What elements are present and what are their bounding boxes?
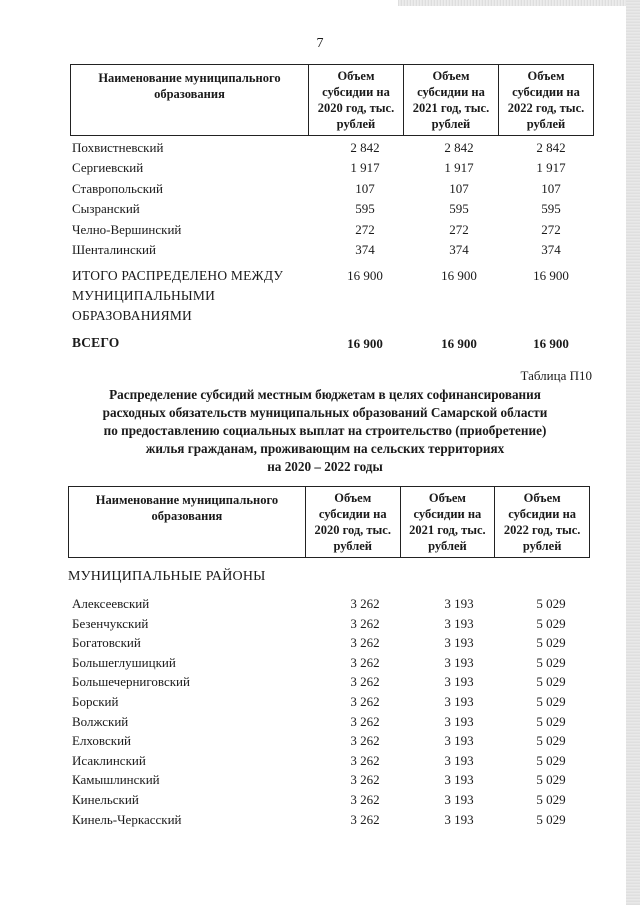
row-value-2020: 3 262 [350, 733, 380, 749]
row-name: Большеглушицкий [72, 654, 176, 670]
row-value-2022: 5 029 [536, 733, 566, 749]
total-2022: 16 900 [533, 336, 569, 351]
table1-header [70, 64, 594, 136]
total-label: ВСЕГО [72, 335, 120, 350]
scan-artifact-edge [626, 0, 640, 905]
row-value-2021: 272 [449, 221, 469, 237]
distributed-2020: 16 900 [347, 268, 383, 283]
row-value-2020: 3 262 [350, 811, 380, 827]
row-value-2022: 2 842 [536, 140, 566, 155]
caption-line: жилья гражданам, проживающим на сельских территориях [145, 441, 505, 456]
row-value-2022: 5 029 [536, 792, 566, 807]
row-value-2022: 5 029 [536, 674, 566, 690]
row-name: Елховский [72, 733, 131, 749]
row-value-2020: 3 262 [350, 615, 380, 631]
row-value-2020: 2 842 [350, 140, 380, 155]
row-name: Шенталинский [72, 242, 156, 257]
table-p10-label: Таблица П10 [520, 368, 592, 383]
row-value-2020: 1 917 [350, 160, 380, 176]
row-value-2021: 374 [449, 242, 469, 257]
row-name: Кинельский [72, 792, 139, 807]
row-name: Безенчукский [72, 615, 149, 631]
row-value-2021: 3 193 [444, 635, 474, 651]
section-label-districts: МУНИЦИПАЛЬНЫЕ РАЙОНЫ [68, 569, 266, 584]
row-name: Камышлинский [72, 772, 160, 788]
distributed-label: ИТОГО РАСПРЕДЕЛЕНО МЕЖДУ МУНИЦИПАЛЬНЫМИ ОБРАЗОВАНИЯМИ [72, 268, 284, 323]
row-value-2022: 5 029 [536, 635, 566, 651]
row-value-2020: 272 [355, 221, 375, 237]
row-value-2020: 374 [355, 242, 375, 257]
row-value-2020: 3 262 [350, 713, 380, 729]
row-name: Челно-Вершинский [72, 221, 182, 237]
row-value-2021: 3 193 [444, 713, 474, 729]
row-value-2021: 3 193 [444, 752, 474, 768]
caption-line: по предоставлению социальных выплат на строительство (приобретение) [103, 423, 547, 438]
row-value-2022: 5 029 [536, 654, 566, 670]
row-name: Похвистневский [72, 140, 164, 155]
row-value-2022: 595 [541, 201, 561, 217]
caption-line: Распределение субсидий местным бюджетам в целях софинансирования [109, 387, 541, 402]
row-value-2020: 3 262 [350, 772, 380, 788]
row-name: Богатовский [72, 635, 141, 651]
row-value-2022: 107 [541, 180, 561, 196]
total-2021: 16 900 [441, 336, 477, 351]
row-value-2021: 3 193 [444, 615, 474, 631]
row-value-2022: 5 029 [536, 615, 566, 631]
caption-line: на 2020 – 2022 годы [267, 459, 383, 474]
header-name-col: Наименование муниципального образования [69, 487, 306, 558]
row-name: Алексеевский [72, 596, 150, 611]
row-value-2020: 595 [355, 201, 375, 217]
total-2020: 16 900 [347, 336, 383, 351]
row-value-2020: 3 262 [350, 596, 380, 611]
table-p10-caption [62, 386, 588, 476]
row-value-2021: 3 193 [444, 694, 474, 709]
row-value-2022: 1 917 [536, 160, 566, 176]
row-value-2021: 2 842 [444, 140, 474, 155]
header-col-2022: Объем субсидии на 2022 год, тыс. рублей [495, 487, 590, 558]
row-value-2021: 595 [449, 201, 469, 217]
row-value-2021: 3 193 [444, 811, 474, 827]
row-value-2020: 3 262 [350, 635, 380, 651]
row-value-2021: 107 [449, 180, 469, 196]
row-value-2021: 3 193 [444, 733, 474, 749]
row-value-2021: 3 193 [444, 772, 474, 788]
header-col-2021: Объем субсидии на 2021 год, тыс. рублей [400, 487, 495, 558]
row-value-2022: 374 [541, 242, 561, 257]
row-value-2022: 5 029 [536, 694, 566, 709]
row-value-2020: 107 [355, 180, 375, 196]
row-value-2020: 3 262 [350, 694, 380, 709]
row-name: Сызранский [72, 201, 140, 217]
header-col-2020: Объем субсидии на 2020 год, тыс. рублей [305, 487, 400, 558]
row-value-2022: 5 029 [536, 772, 566, 788]
distributed-2021: 16 900 [441, 268, 477, 283]
page-number: 7 [316, 36, 324, 51]
row-name: Кинель-Черкасский [72, 811, 182, 827]
row-value-2021: 3 193 [444, 792, 474, 807]
row-value-2022: 5 029 [536, 713, 566, 729]
header-col-2022: Объем субсидии на 2022 год, тыс. рублей [498, 65, 593, 136]
row-value-2022: 272 [541, 221, 561, 237]
row-name: Исаклинский [72, 752, 146, 768]
row-value-2022: 5 029 [536, 752, 566, 768]
row-value-2020: 3 262 [350, 792, 380, 807]
row-value-2021: 1 917 [444, 160, 474, 176]
row-value-2021: 3 193 [444, 654, 474, 670]
row-value-2022: 5 029 [536, 596, 566, 611]
row-value-2021: 3 193 [444, 674, 474, 690]
header-col-2021: Объем субсидии на 2021 год, тыс. рублей [403, 65, 498, 136]
row-name: Большечерниговский [72, 674, 190, 690]
distributed-2022: 16 900 [533, 268, 569, 283]
row-value-2021: 3 193 [444, 596, 474, 611]
scan-artifact-top [398, 0, 628, 6]
row-name: Борский [72, 694, 119, 709]
row-value-2020: 3 262 [350, 654, 380, 670]
row-name: Ставропольский [72, 180, 163, 196]
table2-header [68, 486, 590, 558]
row-name: Волжский [72, 713, 129, 729]
row-name: Сергиевский [72, 160, 144, 176]
header-col-2020: Объем субсидии на 2020 год, тыс. рублей [308, 65, 403, 136]
row-value-2022: 5 029 [536, 811, 566, 827]
header-name-col: Наименование муниципального образования [71, 65, 309, 136]
row-value-2020: 3 262 [350, 752, 380, 768]
row-value-2020: 3 262 [350, 674, 380, 690]
caption-line: расходных обязательств муниципальных образований Самарской области [102, 405, 548, 420]
